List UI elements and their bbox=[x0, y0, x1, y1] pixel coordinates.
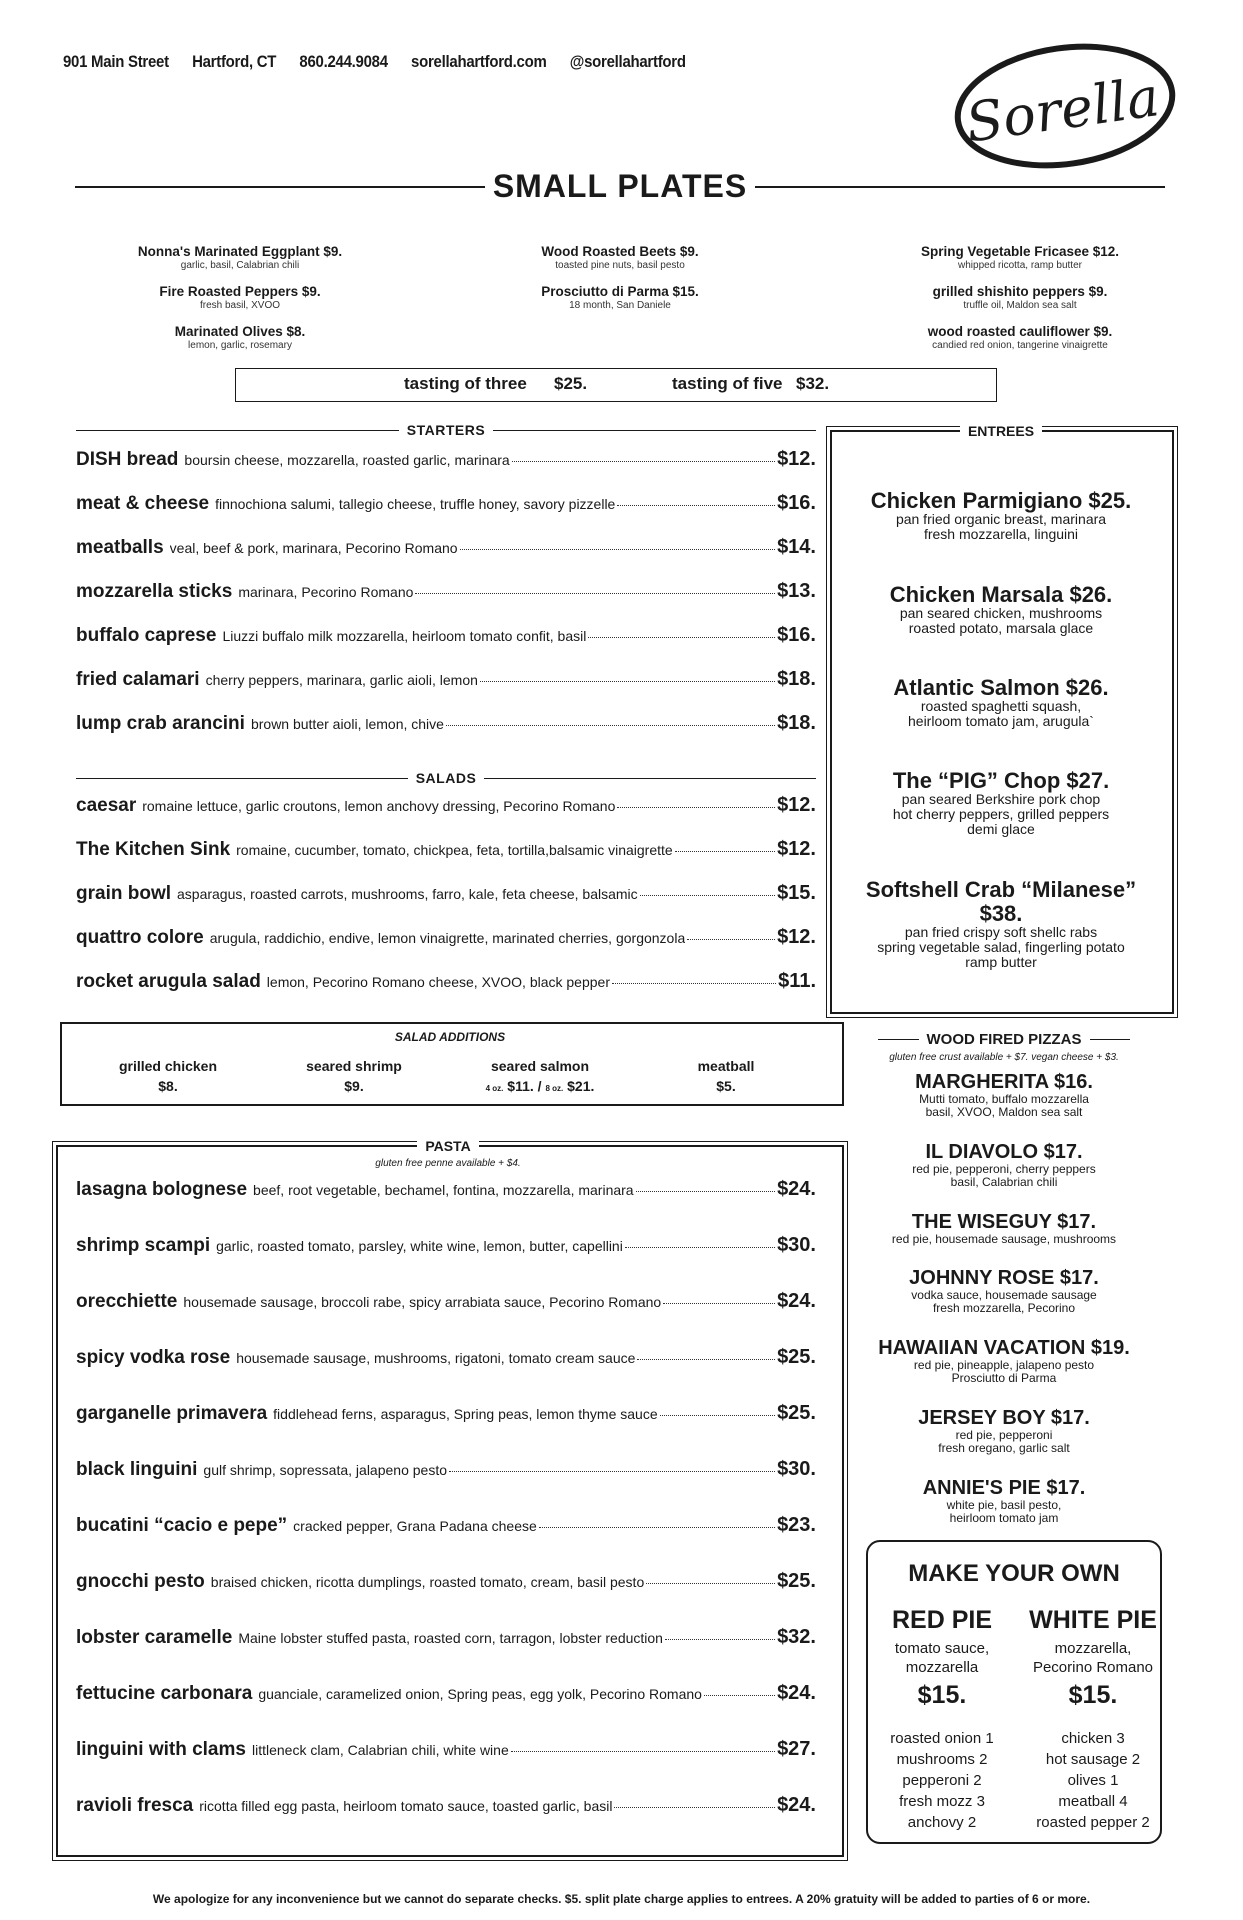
topping: hot sausage 2 bbox=[1045, 1751, 1141, 1768]
red-pie-column: RED PIE tomato sauce, mozzarella $15. roasted onion 1 mushrooms 2 pepperoni 2 fresh mozz 3 anchovy 2 bbox=[872, 1606, 1012, 1833]
entrees-heading: ENTREES bbox=[838, 423, 1164, 439]
entree-item: Softshell Crab “Milanese” $38. pan fried crispy soft shellc rabs spring vegetable salad, fingerling potato ramp butter bbox=[865, 877, 1137, 970]
pizzas-note: gluten free crust available + $7. vegan cheese + $3. bbox=[889, 1052, 1119, 1063]
salad-addition: grilled chicken $8. bbox=[118, 1058, 218, 1094]
small-plates-heading: SMALL PLATES bbox=[75, 168, 1165, 205]
small-plate-item: Nonna's Marinated Eggplant $9. garlic, basil, Calabrian chili bbox=[137, 244, 343, 271]
salads-heading: SALADS bbox=[76, 770, 816, 786]
pizza-item: ANNIE'S PIE $17. white pie, basil pesto, heirloom tomato jam bbox=[922, 1477, 1086, 1525]
menu-row: DISH bread boursin cheese, mozzarella, roasted garlic, marinara $12. bbox=[76, 448, 816, 470]
menu-row: The Kitchen Sink romaine, cucumber, tomato, chickpea, feta, tortilla,balsamic vinaigrette $12. bbox=[76, 838, 816, 860]
topping: roasted pepper 2 bbox=[1036, 1814, 1150, 1831]
pizza-item: THE WISEGUY $17. red pie, housemade sausage, mushrooms bbox=[891, 1211, 1117, 1246]
pasta-heading: PASTA bbox=[64, 1138, 832, 1154]
menu-row: black linguini gulf shrimp, sopressata, jalapeno pesto $30. bbox=[76, 1458, 816, 1480]
starters-list bbox=[76, 448, 816, 756]
small-plate-item: grilled shishito peppers $9. truffle oil, Maldon sea salt bbox=[932, 284, 1108, 311]
menu-row: mozzarella sticks marinara, Pecorino Romano $13. bbox=[76, 580, 816, 602]
salad-addition: seared shrimp $9. bbox=[306, 1058, 402, 1094]
pizzas-heading: WOOD FIRED PIZZAS bbox=[878, 1031, 1130, 1048]
social-handle[interactable]: @sorellahartford bbox=[569, 52, 686, 71]
topping: mushrooms 2 bbox=[896, 1751, 988, 1768]
entree-item: Chicken Parmigiano $25. pan fried organic breast, marinara fresh mozzarella, linguini bbox=[870, 488, 1132, 542]
entree-item: The “PIG” Chop $27. pan seared Berkshire pork chop hot cherry peppers, grilled peppers demi glace bbox=[892, 768, 1110, 837]
small-plate-item: Prosciutto di Parma $15. 18 month, San Daniele bbox=[541, 284, 699, 311]
menu-row: orecchiette housemade sausage, broccoli rabe, spicy arrabiata sauce, Pecorino Romano $24. bbox=[76, 1290, 816, 1312]
small-plate-item: wood roasted cauliflower $9. candied red onion, tangerine vinaigrette bbox=[927, 324, 1113, 351]
pasta-list bbox=[76, 1178, 816, 1850]
menu-row: garganelle primavera fiddlehead ferns, asparagus, Spring peas, lemon thyme sauce $25. bbox=[76, 1402, 816, 1424]
pasta-note: gluten free penne available + $4. bbox=[375, 1158, 521, 1169]
small-plate-item: Fire Roasted Peppers $9. fresh basil, XVOO bbox=[159, 284, 321, 311]
menu-row: meatballs veal, beef & pork, marinara, Pecorino Romano $14. bbox=[76, 536, 816, 558]
menu-row: shrimp scampi garlic, roasted tomato, parsley, white wine, lemon, butter, capellini $30. bbox=[76, 1234, 816, 1256]
topping: fresh mozz 3 bbox=[899, 1793, 985, 1810]
menu-row: lump crab arancini brown butter aioli, lemon, chive $18. bbox=[76, 712, 816, 734]
menu-row: fettucine carbonara guanciale, caramelized onion, Spring peas, egg yolk, Pecorino Romano $24. bbox=[76, 1682, 816, 1704]
city: Hartford, CT bbox=[192, 52, 277, 71]
topping: roasted onion 1 bbox=[890, 1730, 994, 1747]
menu-row: lasagna bolognese beef, root vegetable, bechamel, fontina, mozzarella, marinara $24. bbox=[76, 1178, 816, 1200]
white-pie-column: WHITE PIE mozzarella, Pecorino Romano $15. chicken 3 hot sausage 2 olives 1 meatball 4 roasted pepper 2 bbox=[1020, 1606, 1166, 1833]
pizza-item: JERSEY BOY $17. red pie, pepperoni fresh oregano, garlic salt bbox=[918, 1407, 1090, 1455]
footer-note: We apologize for any inconvenience but we cannot do separate checks. $5. split plate charge applies to entrees. A 20% gratuity will be added to parties of 6 or more. bbox=[152, 1892, 1091, 1906]
salad-addition: seared salmon 4 oz. $11. / 8 oz. $21. bbox=[485, 1058, 595, 1094]
salad-additions-title: SALAD ADDITIONS bbox=[394, 1030, 506, 1044]
website[interactable]: sorellahartford.com bbox=[411, 52, 547, 71]
menu-row: spicy vodka rose housemade sausage, mushrooms, rigatoni, tomato cream sauce $25. bbox=[76, 1346, 816, 1368]
menu-row: rocket arugula salad lemon, Pecorino Romano cheese, XVOO, black pepper $11. bbox=[76, 970, 816, 992]
small-plates-col-3 bbox=[880, 244, 1160, 364]
menu-row: quattro colore arugula, raddichio, endive, lemon vinaigrette, marinated cherries, gorgonzola $12. bbox=[76, 926, 816, 948]
tasting-three-price: $25. bbox=[554, 374, 588, 393]
phone[interactable]: 860.244.9084 bbox=[299, 52, 388, 71]
small-plate-item: Marinated Olives $8. lemon, garlic, rosemary bbox=[174, 324, 306, 351]
menu-row: linguini with clams littleneck clam, Calabrian chili, white wine $27. bbox=[76, 1738, 816, 1760]
menu-row: bucatini “cacio e pepe” cracked pepper, Grana Padana cheese $23. bbox=[76, 1514, 816, 1536]
small-plates-col-1 bbox=[110, 244, 370, 364]
salad-addition: meatball $5. bbox=[697, 1058, 755, 1094]
make-your-own-title: MAKE YOUR OWN bbox=[908, 1560, 1120, 1587]
small-plate-item: Spring Vegetable Fricasee $12. whipped ricotta, ramp butter bbox=[920, 244, 1120, 271]
tasting-box bbox=[235, 368, 997, 402]
pizza-item: IL DIAVOLO $17. red pie, pepperoni, cherry peppers basil, Calabrian chili bbox=[912, 1141, 1096, 1189]
pizza-item: JOHNNY ROSE $17. vodka sauce, housemade sausage fresh mozzarella, Pecorino bbox=[909, 1267, 1099, 1315]
tasting-five-price: $32. bbox=[796, 374, 830, 393]
topping: pepperoni 2 bbox=[902, 1772, 982, 1789]
pizza-item: MARGHERITA $16. Mutti tomato, buffalo mozzarella basil, XVOO, Maldon sea salt bbox=[915, 1071, 1093, 1119]
logo-text: Sorella bbox=[962, 65, 1163, 155]
menu-row: buffalo caprese Liuzzi buffalo milk mozzarella, heirloom tomato confit, basil $16. bbox=[76, 624, 816, 646]
address: 901 Main Street bbox=[63, 52, 169, 71]
tasting-five-label: tasting of five bbox=[672, 374, 783, 393]
tasting-three-label: tasting of three bbox=[404, 374, 527, 393]
topping: olives 1 bbox=[1067, 1772, 1119, 1789]
topping: anchovy 2 bbox=[907, 1814, 977, 1831]
small-plate-item: Wood Roasted Beets $9. toasted pine nuts, basil pesto bbox=[541, 244, 699, 271]
menu-row: fried calamari cherry peppers, marinara, garlic aioli, lemon $18. bbox=[76, 668, 816, 690]
menu-row: grain bowl asparagus, roasted carrots, mushrooms, farro, kale, feta cheese, balsamic $15. bbox=[76, 882, 816, 904]
menu-row: caesar romaine lettuce, garlic croutons, lemon anchovy dressing, Pecorino Romano $12. bbox=[76, 794, 816, 816]
menu-row: gnocchi pesto braised chicken, ricotta dumplings, roasted tomato, cream, basil pesto $25. bbox=[76, 1570, 816, 1592]
salads-list bbox=[76, 794, 816, 1014]
pizza-item: HAWAIIAN VACATION $19. red pie, pineapple, jalapeno pesto Prosciutto di Parma bbox=[878, 1337, 1130, 1385]
menu-row: meat & cheese finnochiona salumi, tallegio cheese, truffle honey, savory pizzelle $16. bbox=[76, 492, 816, 514]
topping: chicken 3 bbox=[1061, 1730, 1125, 1747]
contact-bar bbox=[63, 52, 705, 72]
menu-row: ravioli fresca ricotta filled egg pasta, heirloom tomato sauce, toasted garlic, basil $24. bbox=[76, 1794, 816, 1816]
menu-row: lobster caramelle Maine lobster stuffed pasta, roasted corn, tarragon, lobster reduction $32. bbox=[76, 1626, 816, 1648]
topping: meatball 4 bbox=[1058, 1793, 1128, 1810]
sorella-logo bbox=[950, 34, 1180, 174]
starters-heading: STARTERS bbox=[76, 422, 816, 438]
entree-item: Atlantic Salmon $26. roasted spaghetti squash, heirloom tomato jam, arugula` bbox=[893, 675, 1109, 729]
entree-item: Chicken Marsala $26. pan seared chicken, mushrooms roasted potato, marsala glace bbox=[889, 582, 1113, 636]
small-plates-col-2 bbox=[490, 244, 750, 324]
